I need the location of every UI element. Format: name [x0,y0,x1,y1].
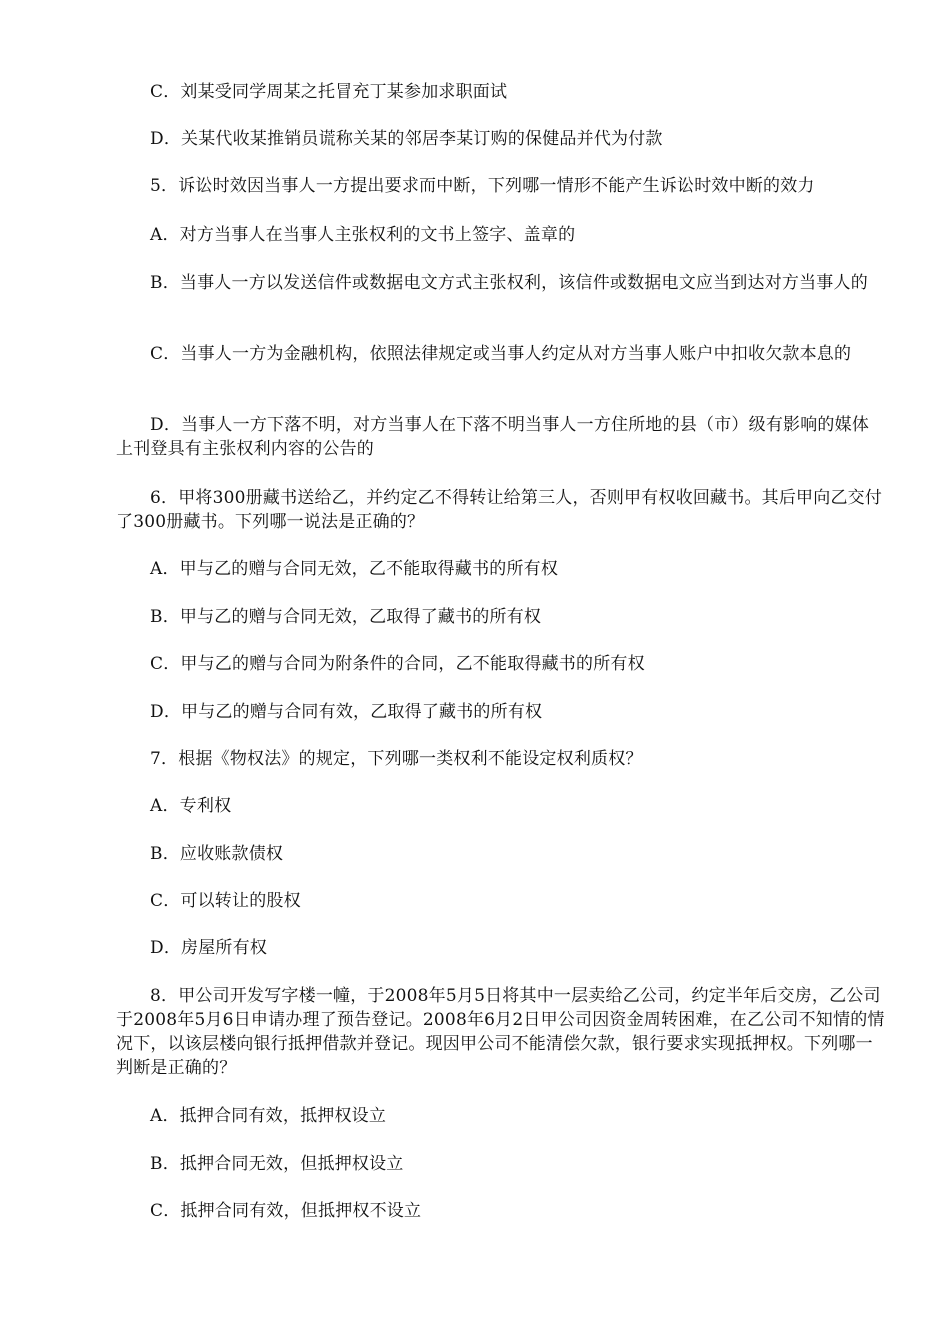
option-c-q4: C．刘某受同学周某之托冒充丁某参加求职面试 [150,82,508,102]
option-a-q7: A．专利权 [150,796,232,816]
option-d-q5: D．当事人一方下落不明，对方当事人在下落不明当事人一方住所地的县（市）级有影响的媒体上刊登具有主张权利内容的公告的 [116,415,870,459]
question-5: 5．诉讼时效因当事人一方提出要求而中断，下列哪一情形不能产生诉讼时效中断的效力 [150,176,815,196]
option-a-q8: A．抵押合同有效，抵押权设立 [150,1106,387,1126]
option-d-q7: D．房屋所有权 [150,938,268,958]
question-6: 6．甲将300册藏书送给乙，并约定乙不得转让给第三人，否则甲有权收回藏书。其后甲向乙交付了300册藏书。下列哪一说法是正确的？ [116,488,883,532]
option-d-q6: D．甲与乙的赠与合同有效，乙取得了藏书的所有权 [150,702,543,722]
option-d-q4: D．关某代收某推销员谎称关某的邻居李某订购的保健品并代为付款 [150,129,663,149]
option-c-q7: C．可以转让的股权 [150,891,301,911]
option-c-q8: C．抵押合同有效，但抵押权不设立 [150,1201,422,1221]
option-b-q6: B．甲与乙的赠与合同无效，乙取得了藏书的所有权 [150,607,542,627]
option-b-q7: B．应收账款债权 [150,844,284,864]
question-8: 8．甲公司开发写字楼一幢，于2008年5月5日将其中一层卖给乙公司，约定半年后交房，乙公司于2008年5月6日申请办理了预告登记。2008年6月2日甲公司因资金周转困难，在乙公司不知情的情况下，以该层楼向银行抵押借款并登记。现因甲公司不能清偿欠款，银行要求实现抵押权。下列哪一判断是正确的？ [116,986,885,1078]
question-7: 7．根据《物权法》的规定，下列哪一类权利不能设定权利质权？ [150,749,643,769]
option-c-q5: C．当事人一方为金融机构，依照法律规定或当事人约定从对方当事人账户中扣收欠款本息的 [150,344,852,364]
option-a-q5: A．对方当事人在当事人主张权利的文书上签字、盖章的 [150,225,576,245]
option-b-q5: B．当事人一方以发送信件或数据电文方式主张权利，该信件或数据电文应当到达对方当事人的 [150,273,868,293]
option-b-q8: B．抵押合同无效，但抵押权设立 [150,1154,404,1174]
option-c-q6: C．甲与乙的赠与合同为附条件的合同，乙不能取得藏书的所有权 [150,654,645,674]
option-a-q6: A．甲与乙的赠与合同无效，乙不能取得藏书的所有权 [150,559,559,579]
